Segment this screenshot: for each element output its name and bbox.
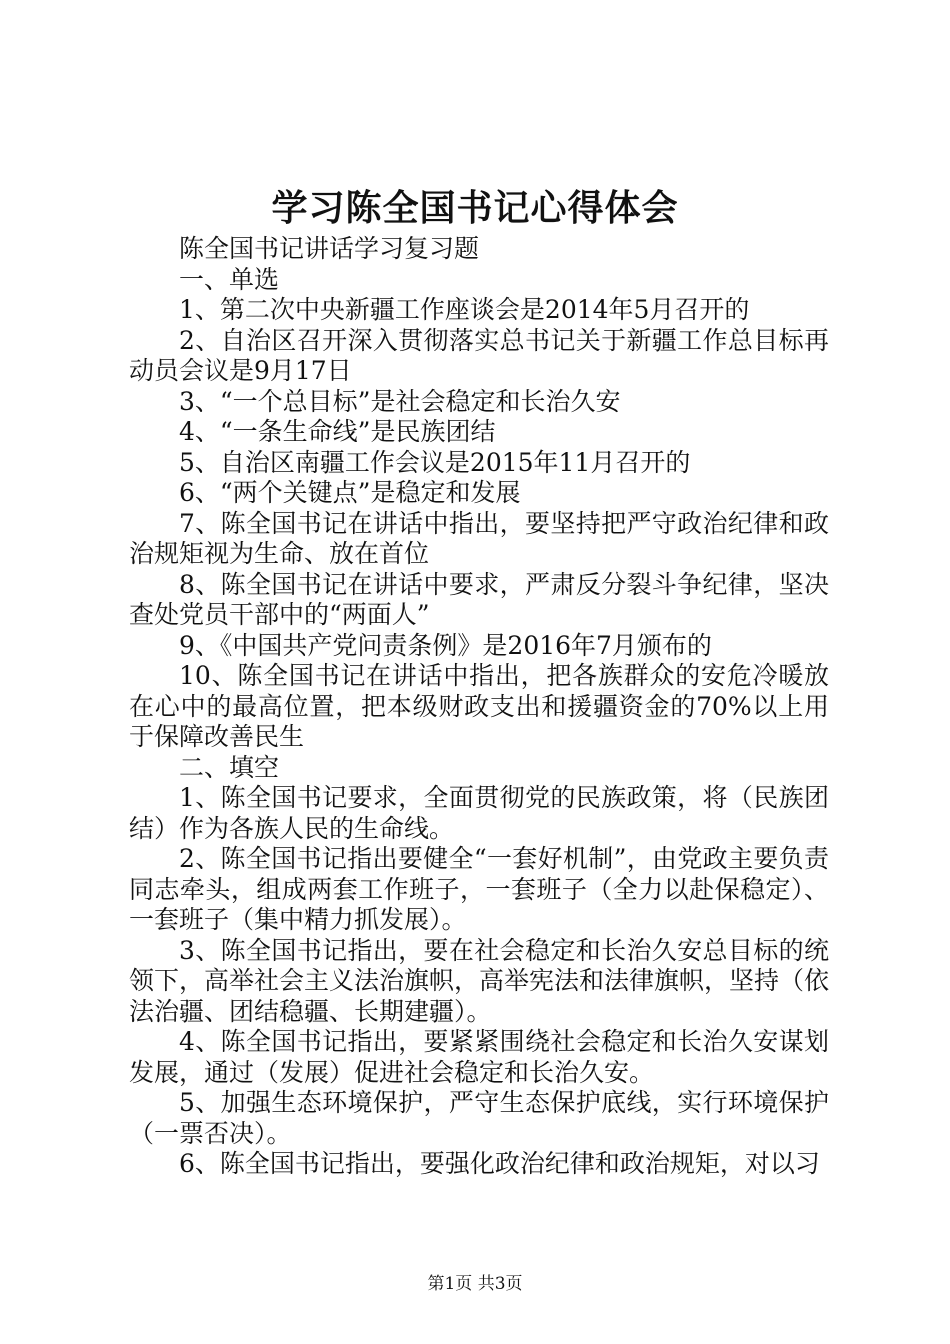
paragraph: 陈全国书记讲话学习复习题 [179, 234, 480, 263]
paragraph: 2、自治区召开深入贯彻落实总书记关于新疆工作总目标再动员会议是9月17日 [129, 325, 829, 385]
section-heading: 一、单选 [179, 264, 280, 294]
document-title: 学习陈全国书记心得体会 [271, 187, 679, 229]
paragraph: 1、第二次中央新疆工作座谈会是2014年5月召开的 [179, 295, 750, 324]
paragraph: 8、陈全国书记在讲话中要求，严肃反分裂斗争纪律，坚决查处党员干部中的“两面人” [129, 569, 829, 629]
paragraph: 5、加强生态环境保护，严守生态保护底线，实行环境保护（一票否决）。 [129, 1088, 829, 1148]
paragraph: 9、《中国共产党问责条例》是2016年7月颁布的 [179, 630, 712, 660]
paragraph: 4、陈全国书记指出，要紧紧围绕社会稳定和长治久安谋划发展，通过（发展）促进社会稳定和长治久安。 [129, 1027, 829, 1087]
paragraph: 6、“两个关键点”是稳定和发展 [179, 478, 521, 507]
paragraph: 2、陈全国书记指出要健全“一套好机制”，由党政主要负责同志牵头，组成两套工作班子，一套班子（全力以赴保稳定）、一套班子（集中精力抓发展）。 [129, 844, 829, 934]
paragraph: 3、陈全国书记指出，要在社会稳定和长治久安总目标的统领下，高举社会主义法治旗帜，高举宪法和法律旗帜，坚持（依法治疆、团结稳疆、长期建疆）。 [129, 935, 830, 1026]
paragraph: 5、自治区南疆工作会议是2015年11月召开的 [179, 447, 691, 477]
paragraph: 4、“一条生命线”是民族团结 [179, 417, 496, 446]
paragraph: 7、陈全国书记在讲话中指出，要坚持把严守政治纪律和政治规矩视为生命、放在首位 [129, 508, 829, 568]
page-number-footer: 第1页 共3页 [427, 1274, 523, 1294]
paragraph: 3、“一个总目标”是社会稳定和长治久安 [179, 386, 621, 416]
paragraph: 10、陈全国书记在讲话中指出，把各族群众的安危冷暖放在心中的最高位置，把本级财政支出和援疆资金的70%以上用于保障改善民生 [129, 661, 829, 751]
paragraph: 1、陈全国书记要求，全面贯彻党的民族政策，将（民族团结）作为各族人民的生命线。 [129, 783, 829, 843]
section-heading: 二、填空 [179, 752, 280, 782]
document-body [129, 234, 829, 1180]
paragraph: 6、陈全国书记指出，要强化政治纪律和政治规矩，对以习 [179, 1149, 820, 1178]
